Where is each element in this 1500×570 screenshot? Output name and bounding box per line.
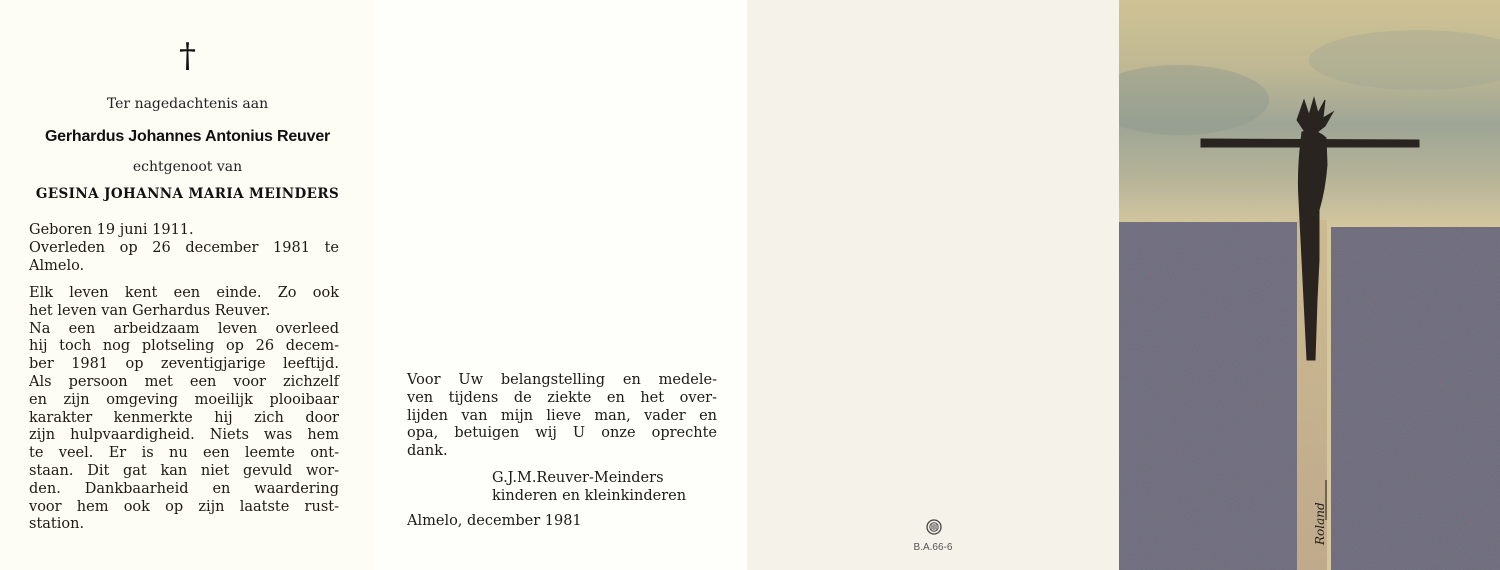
life-line: Geboren 19 juni 1911.	[29, 222, 194, 238]
artwork-panel	[1119, 0, 1500, 570]
story-line: station.	[29, 516, 85, 533]
story-line: het leven van Gerhardus Reuver.	[29, 302, 271, 319]
cross-icon: †	[179, 36, 196, 76]
printer-code-text: B.A.66-6	[913, 542, 953, 553]
thanks-line: Voor Uw belangstelling en medele-	[407, 372, 717, 388]
life-line: Overleden op 26 december 1981 te	[29, 239, 339, 256]
publisher-logo-icon	[926, 519, 942, 535]
story-line: hij toch nog plotseling op 26 decem-	[29, 338, 339, 355]
life-line: Almelo.	[29, 257, 85, 274]
back-panel	[747, 0, 1119, 570]
story-line: zijn hulpvaardigheid. Niets was hem	[29, 427, 339, 444]
story-line: Elk leven kent een einde. Zo ook	[29, 285, 339, 301]
story-line: Als persoon met een voor zichzelf	[29, 373, 339, 390]
thanks-panel	[375, 0, 747, 570]
life-dates	[29, 222, 339, 275]
artist-signature: Roland	[1313, 502, 1327, 545]
story-line: te veel. Er is nu een leemte ont-	[29, 445, 339, 462]
story-line: karakter kenmerkte hij zich door	[29, 409, 339, 426]
thanks-line: ven tijdens de ziekte en het over-	[407, 389, 717, 406]
story-line: en zijn omgeving moeilijk plooibaar	[29, 391, 339, 408]
thanks-line: lijden van mijn lieve man, vader en	[407, 407, 717, 424]
signature-line: kinderen en kleinkinderen	[492, 488, 687, 504]
thanks-text	[407, 372, 717, 461]
life-story	[29, 285, 339, 534]
story-line: staan. Dit gat kan niet gevuld wor-	[29, 462, 339, 479]
signature-block	[492, 469, 686, 505]
story-line: Na een arbeidzaam leven overleed	[29, 320, 339, 337]
spouse-intro: echtgenoot van	[132, 159, 243, 175]
story-line: ber 1981 op zeventigjarige leeftijd.	[29, 356, 339, 373]
memorial-intro: Ter nagedachtenis aan	[106, 96, 269, 112]
thanks-line: opa, betuigen wij U onze oprechte	[407, 425, 717, 442]
crucifix-painting	[1119, 0, 1500, 570]
deceased-name: Gerhardus Johannes Antonius Reuver	[44, 128, 331, 145]
story-line: voor hem ook op zijn laatste rust-	[29, 498, 339, 515]
story-line: den. Dankbaarheid en waardering	[29, 480, 339, 497]
memorial-text-panel	[0, 0, 375, 570]
signature-line: G.J.M.Reuver-Meinders	[492, 470, 664, 486]
thanks-line: dank.	[407, 443, 448, 460]
spouse-name: GESINA JOHANNA MARIA MEINDERS	[35, 186, 340, 202]
place-date: Almelo, december 1981	[407, 513, 582, 529]
printer-code	[747, 542, 1119, 553]
